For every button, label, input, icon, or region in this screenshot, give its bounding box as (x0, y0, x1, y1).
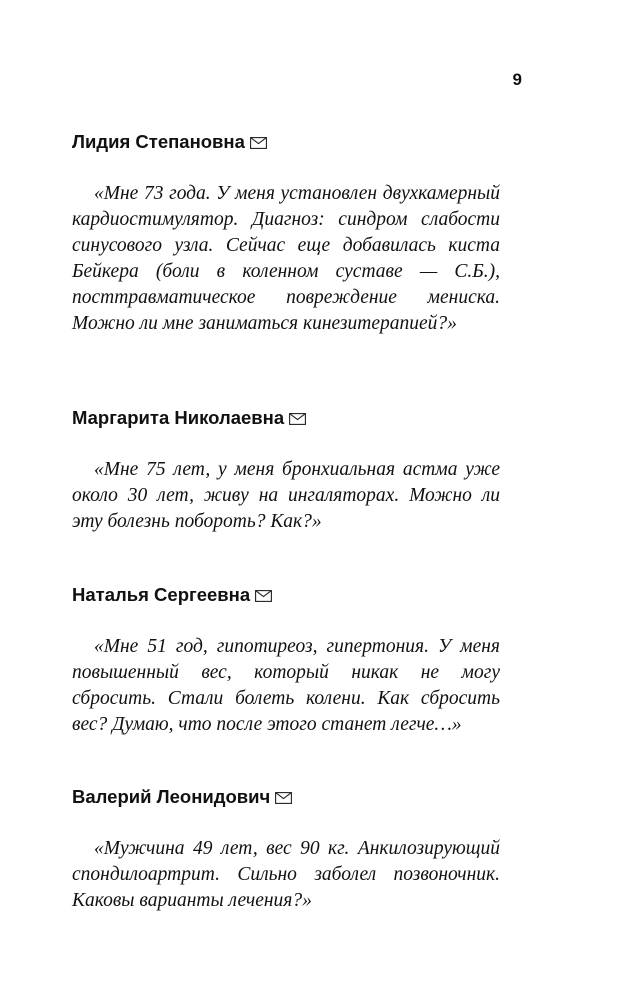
letter-2 (72, 407, 500, 535)
author-name: Валерий Леонидович (72, 786, 271, 807)
envelope-icon (250, 137, 267, 149)
letter-quote: «Мужчина 49 лет, вес 90 кг. Анкилозирующий спондилоартрит. Сильно заболел позвоночник. Каковы варианты лечения?» (72, 838, 500, 911)
letter-author (72, 786, 500, 808)
author-name: Лидия Степановна (72, 131, 245, 152)
envelope-icon (275, 792, 292, 804)
letter-1 (72, 131, 500, 337)
letter-author (72, 407, 500, 429)
author-name: Маргарита Николаевна (72, 407, 285, 428)
envelope-icon (289, 413, 306, 425)
letter-4 (72, 786, 500, 914)
letter-quote: «Мне 75 лет, у меня бронхиальная астма уже около 30 лет, живу на ингаляторах. Можно ли эту болезнь побороть? Как?» (72, 459, 500, 532)
author-name: Наталья Сергеевна (72, 584, 251, 605)
letter-quote: «Мне 51 год, гипотиреоз, гипертония. У меня повышенный вес, который никак не могу сбросить. Стали болеть колени. Как сбросить вес? Думаю, что после этого станет легче…» (72, 636, 500, 735)
letter-author (72, 584, 500, 606)
envelope-icon (255, 590, 272, 602)
page-number: 9 (512, 70, 522, 89)
letter-author (72, 131, 500, 153)
letter-quote: «Мне 73 года. У меня установлен двухкамерный кардиостимулятор. Диагноз: синдром слабости синусового узла. Сейчас еще добавилась киста Бейкера (боли в коленном суставе — С.Б.), посттравматическое повреждение мениска. Можно ли мне заниматься кинезитерапией?» (72, 183, 500, 334)
letter-3 (72, 584, 500, 738)
